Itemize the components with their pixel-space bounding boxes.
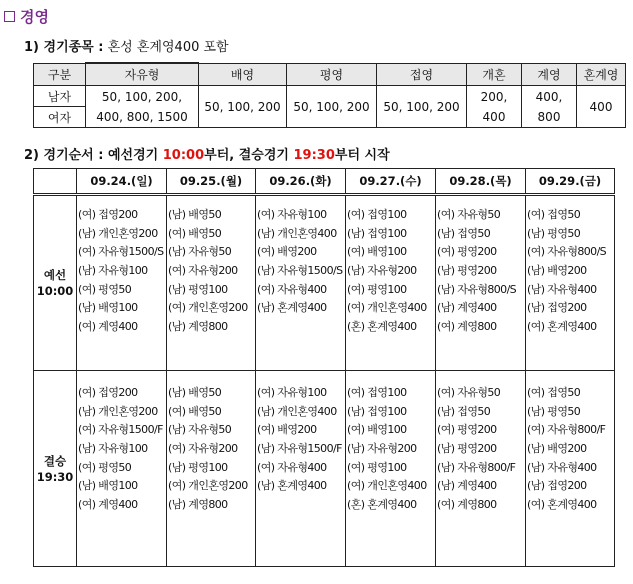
schedule-order-line xyxy=(24,144,390,163)
header-relay: 계영 xyxy=(522,63,577,86)
event-item: (여) 배영100 xyxy=(347,245,407,259)
event-item: (여) 배영50 xyxy=(168,226,222,240)
event-item: (남) 개인혼영200 xyxy=(78,226,158,240)
event-item: (남) 계영400 xyxy=(437,301,497,315)
day-cell xyxy=(436,371,526,567)
event-item: (남) 계영800 xyxy=(168,498,228,512)
day-cell xyxy=(526,195,615,371)
date-header: 09.29.(금) xyxy=(526,169,615,195)
event-item: (여) 개인혼영400 xyxy=(347,479,427,493)
event-item: (남) 개인혼영400 xyxy=(257,404,337,418)
session-name: 예선 xyxy=(43,268,67,282)
event-item: (여) 평영200 xyxy=(437,245,497,259)
event-item: (여) 접영200 xyxy=(78,208,138,221)
event-item: (여) 자유형100 xyxy=(257,386,327,399)
butterfly-distances: 50, 100, 200 xyxy=(377,86,467,128)
row-label-women: 여자 xyxy=(34,107,86,128)
event-item: (여) 자유형800/F xyxy=(527,423,606,437)
event-item: (남) 평영200 xyxy=(437,442,497,456)
event-item: (여) 개인혼영400 xyxy=(347,301,427,315)
event-item: (남) 평영50 xyxy=(527,404,581,418)
day-cell xyxy=(436,195,526,371)
event-item: (여) 자유형1500/S xyxy=(78,245,164,259)
event-item: (여) 평영50 xyxy=(78,282,132,296)
events-table xyxy=(33,62,626,128)
event-item: (남) 자유형200 xyxy=(347,442,417,456)
event-item: (남) 개인혼영400 xyxy=(257,226,337,240)
event-item: (남) 접영200 xyxy=(527,479,587,493)
event-item: (여) 배영200 xyxy=(257,245,317,259)
event-item: (남) 자유형400 xyxy=(527,460,597,474)
event-item: (여) 접영100 xyxy=(347,386,407,399)
session-name: 결승 xyxy=(43,453,67,468)
row-label-men: 남자 xyxy=(34,86,86,107)
event-item: (여) 자유형1500/F xyxy=(78,423,163,437)
event-item: (여) 계영800 xyxy=(437,498,497,512)
schedule-order-mid: 부터, 결승경기 xyxy=(204,148,294,163)
event-item: (여) 배영200 xyxy=(257,423,317,437)
event-item: (여) 자유형50 xyxy=(437,208,501,221)
event-item: (남) 평영100 xyxy=(168,460,228,474)
freestyle-line: 50, 100, 200, xyxy=(101,89,183,104)
event-list-label: 1) 경기종목 : xyxy=(24,40,104,55)
im-line: 400 xyxy=(482,109,506,124)
event-item: (남) 배영50 xyxy=(168,386,222,399)
freestyle-distances xyxy=(86,86,199,128)
event-item: (남) 자유형50 xyxy=(168,423,232,437)
event-item: (여) 혼계영400 xyxy=(527,498,597,512)
event-item: (남) 자유형800/F xyxy=(437,460,516,474)
event-item: (남) 배영100 xyxy=(78,479,138,493)
event-item: (여) 자유형100 xyxy=(257,208,327,221)
event-item: (혼) 혼계영400 xyxy=(347,320,417,334)
event-item: (남) 접영100 xyxy=(347,226,407,240)
event-item: (여) 자유형200 xyxy=(168,264,238,278)
header-medley-relay: 혼계영 xyxy=(577,63,626,86)
session-time: 19:30 xyxy=(36,469,74,484)
event-item: (여) 자유형50 xyxy=(437,386,501,399)
event-item: (여) 평영100 xyxy=(347,282,407,296)
event-item: (남) 배영200 xyxy=(527,442,587,456)
event-item: (여) 자유형400 xyxy=(257,460,327,474)
event-item: (남) 평영200 xyxy=(437,264,497,278)
event-item: (남) 자유형50 xyxy=(168,245,232,259)
relay-line: 400, xyxy=(535,89,563,104)
header-freestyle: 자유형 xyxy=(86,63,199,86)
event-item: (남) 자유형200 xyxy=(347,264,417,278)
event-item: (남) 배영200 xyxy=(527,264,587,278)
im-line: 200, xyxy=(480,89,508,104)
schedule-order-suffix: 부터 시작 xyxy=(334,148,390,163)
event-item: (여) 접영50 xyxy=(527,208,581,221)
event-item: (여) 계영800 xyxy=(437,320,497,334)
square-outline-icon xyxy=(4,11,15,22)
date-header: 09.24.(일) xyxy=(77,169,167,195)
day-cell xyxy=(256,371,346,567)
event-list-line xyxy=(24,36,229,55)
event-item: (남) 자유형1500/F xyxy=(257,442,342,456)
section-title-text: 경영 xyxy=(20,8,49,26)
schedule-corner xyxy=(34,169,77,195)
schedule-order-prefix: 2) 경기순서 : 예선경기 xyxy=(24,148,163,163)
event-item: (여) 개인혼영200 xyxy=(168,479,248,493)
event-item: (남) 평영50 xyxy=(527,226,581,240)
event-item: (혼) 혼계영400 xyxy=(347,498,417,512)
schedule-table xyxy=(33,168,615,567)
final-start-time: 19:30 xyxy=(293,148,335,163)
event-item: (여) 접영100 xyxy=(347,208,407,221)
event-item: (여) 혼계영400 xyxy=(527,320,597,334)
event-item: (여) 배영50 xyxy=(168,404,222,418)
section-title xyxy=(4,6,49,27)
day-cell xyxy=(167,195,256,371)
event-list-text: 혼성 혼계영400 포함 xyxy=(107,40,229,55)
event-item: (남) 접영50 xyxy=(437,226,491,240)
event-item: (남) 배영50 xyxy=(168,208,222,221)
breaststroke-distances: 50, 100, 200 xyxy=(287,86,377,128)
prelim-start-time: 10:00 xyxy=(162,148,205,163)
event-item: (남) 자유형400 xyxy=(527,282,597,296)
event-item: (여) 평영100 xyxy=(347,460,407,474)
event-item: (남) 자유형100 xyxy=(78,442,148,456)
relay-distances xyxy=(522,86,577,128)
event-item: (여) 평영200 xyxy=(437,423,497,437)
day-cell xyxy=(77,195,167,371)
event-item: (남) 계영400 xyxy=(437,479,497,493)
header-butterfly: 접영 xyxy=(377,63,467,86)
event-item: (여) 자유형200 xyxy=(168,442,238,456)
relay-line: 800 xyxy=(537,109,561,124)
day-cell xyxy=(346,195,436,371)
date-header: 09.26.(화) xyxy=(256,169,346,195)
event-item: (남) 배영100 xyxy=(78,301,138,315)
medley-relay-distances: 400 xyxy=(577,86,626,128)
event-item: (여) 계영400 xyxy=(78,320,138,334)
event-item: (남) 평영100 xyxy=(168,282,228,296)
event-item: (여) 배영100 xyxy=(347,423,407,437)
event-item: (여) 접영50 xyxy=(527,386,581,399)
event-item: (남) 접영50 xyxy=(437,404,491,418)
day-cell xyxy=(256,195,346,371)
date-header: 09.28.(목) xyxy=(436,169,526,195)
event-item: (여) 접영200 xyxy=(78,386,138,399)
event-item: (여) 계영400 xyxy=(78,498,138,512)
session-label-final xyxy=(34,371,77,567)
date-header: 09.27.(수) xyxy=(346,169,436,195)
im-distances xyxy=(467,86,522,128)
event-item: (남) 자유형100 xyxy=(78,264,148,278)
event-item: (남) 혼계영400 xyxy=(257,479,327,493)
backstroke-distances: 50, 100, 200 xyxy=(199,86,287,128)
event-item: (여) 자유형400 xyxy=(257,282,327,296)
header-im: 개혼 xyxy=(467,63,522,86)
header-backstroke: 배영 xyxy=(199,63,287,86)
event-item: (여) 평영50 xyxy=(78,460,132,474)
header-breaststroke: 평영 xyxy=(287,63,377,86)
event-item: (남) 혼계영400 xyxy=(257,301,327,315)
event-item: (남) 자유형800/S xyxy=(437,282,517,296)
session-label-prelim xyxy=(34,195,77,371)
event-item: (남) 접영100 xyxy=(347,404,407,418)
day-cell xyxy=(77,371,167,567)
day-cell xyxy=(526,371,615,567)
event-item: (남) 계영800 xyxy=(168,320,228,334)
event-item: (여) 개인혼영200 xyxy=(168,301,248,315)
header-division: 구분 xyxy=(34,63,86,86)
freestyle-line: 400, 800, 1500 xyxy=(96,109,188,124)
date-header: 09.25.(월) xyxy=(167,169,256,195)
event-item: (남) 자유형1500/S xyxy=(257,264,343,278)
day-cell xyxy=(167,371,256,567)
event-item: (남) 개인혼영200 xyxy=(78,404,158,418)
event-item: (남) 접영200 xyxy=(527,301,587,315)
day-cell xyxy=(346,371,436,567)
session-time: 10:00 xyxy=(36,284,74,298)
event-item: (여) 자유형800/S xyxy=(527,245,607,259)
